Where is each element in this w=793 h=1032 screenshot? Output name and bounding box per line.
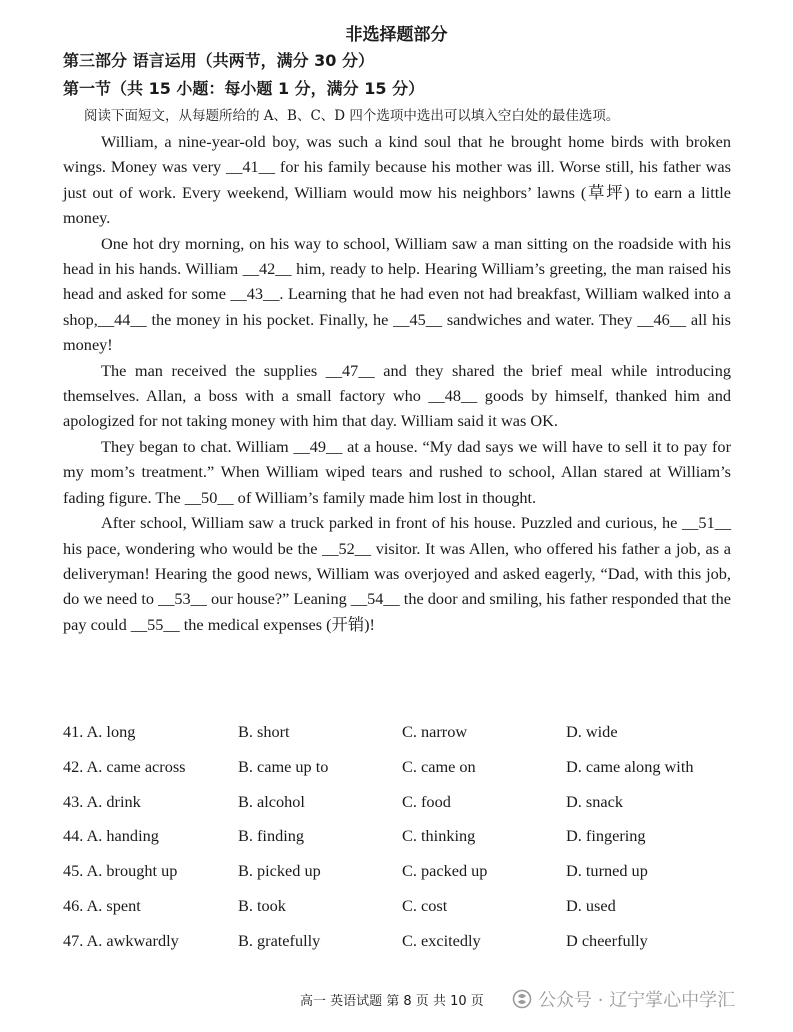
paragraph: The man received the supplies __47__ and they shared the brief meal while introducing themselves. Allan, a boss with a small factory who __48__ goods by himself, thanked him and apologized for not taking money with him that day. William said it was OK. [63,360,731,431]
wechat-official-account-icon [512,989,532,1009]
option-b: B. gratefully [238,930,321,950]
question-row [63,826,743,861]
option-a: 41. A. long [63,722,136,741]
page-title: 非选择题部分 [345,25,448,45]
question-row [63,792,743,827]
option-d: D. fingering [566,826,646,846]
option-b: B. came up to [238,756,329,776]
option-a: 42. A. came across [63,756,186,776]
paragraph: After school, William saw a truck parked in front of his house. Puzzled and curious, he __51__ his pace, wondering who would be the __52__ visitor. It was Allen, who offered his father a job, as a deliveryman! Hearing the good news, William was overjoyed and asked eagerly, “Dad, with this job, do we need to __53__ our house?” Leaning __54__ the door and smiling, his father responded that the pay could __55__ the medical expenses (开销)! [63,513,731,634]
option-a: 45. A. brought up [63,861,178,881]
option-c: C. food [402,791,451,811]
option-c: C. thinking [402,826,476,846]
option-d: D. turned up [566,861,648,881]
option-c: C. excitedly [402,930,481,950]
answer-options [63,722,743,966]
option-b: B. finding [238,826,305,846]
option-c: C. packed up [402,861,488,881]
instructions: 阅读下面短文，从每题所给的 A、B、C、D 四个选项中选出可以填入空白处的最佳选项。 [84,108,620,124]
option-d: D. wide [566,722,618,741]
paragraph: One hot dry morning, on his way to school, William saw a man sitting on the roadside with his head in his hands. William __42__ him, ready to help. Hearing William’s greeting, the man raised his head and asked for some __43__. Learning that he had even not had breakfast, William walked into a shop,__44__ the money in his pocket. Finally, he __45__ sandwiches and water. They __46__ all his money! [63,233,731,355]
question-row [63,757,743,792]
question-row [63,896,743,931]
option-a: 47. A. awkwardly [63,930,179,950]
option-d: D. snack [566,791,623,811]
question-row [63,931,743,966]
option-d: D. used [566,895,616,915]
option-c: C. narrow [402,722,468,741]
paragraph: They began to chat. William __49__ at a house. “My dad says we will have to sell it to pay for my mom’s treatment.” When William wiped tears and rushed to school, Allan stared at William’s fading figure. The __50__ of William’s family made him lost in thought. [63,436,731,507]
option-a: 44. A. handing [63,826,159,846]
part-heading: 第三部分 语言运用（共两节，满分 30 分） [63,51,374,70]
page-footer: 高一 英语试题 第 8 页 共 10 页 [300,994,484,1009]
cloze-passage [63,129,731,637]
option-b: B. picked up [238,861,321,881]
watermark [512,986,735,1012]
question-row [63,861,743,896]
section-heading: 第一节（共 15 小题：每小题 1 分，满分 15 分） [63,79,425,98]
option-b: B. alcohol [238,791,305,811]
question-row [63,722,743,757]
option-a: 43. A. drink [63,791,141,811]
watermark-text: 公众号 · 辽宁掌心中学汇 [538,990,736,1011]
option-d: D cheerfully [566,930,648,950]
option-c: C. came on [402,756,476,776]
option-d: D. came along with [566,756,694,776]
option-a: 46. A. spent [63,895,141,915]
option-b: B. short [238,722,290,741]
option-b: B. took [238,895,286,915]
option-c: C. cost [402,895,448,915]
paragraph: William, a nine-year-old boy, was such a kind soul that he brought home birds with broken wings. Money was very __41__ for his family because his mother was ill. Worse still, his father was just out of work. Every weekend, William would mow his neighbors’ lawns (草坪) to earn a little money. [63,132,731,228]
